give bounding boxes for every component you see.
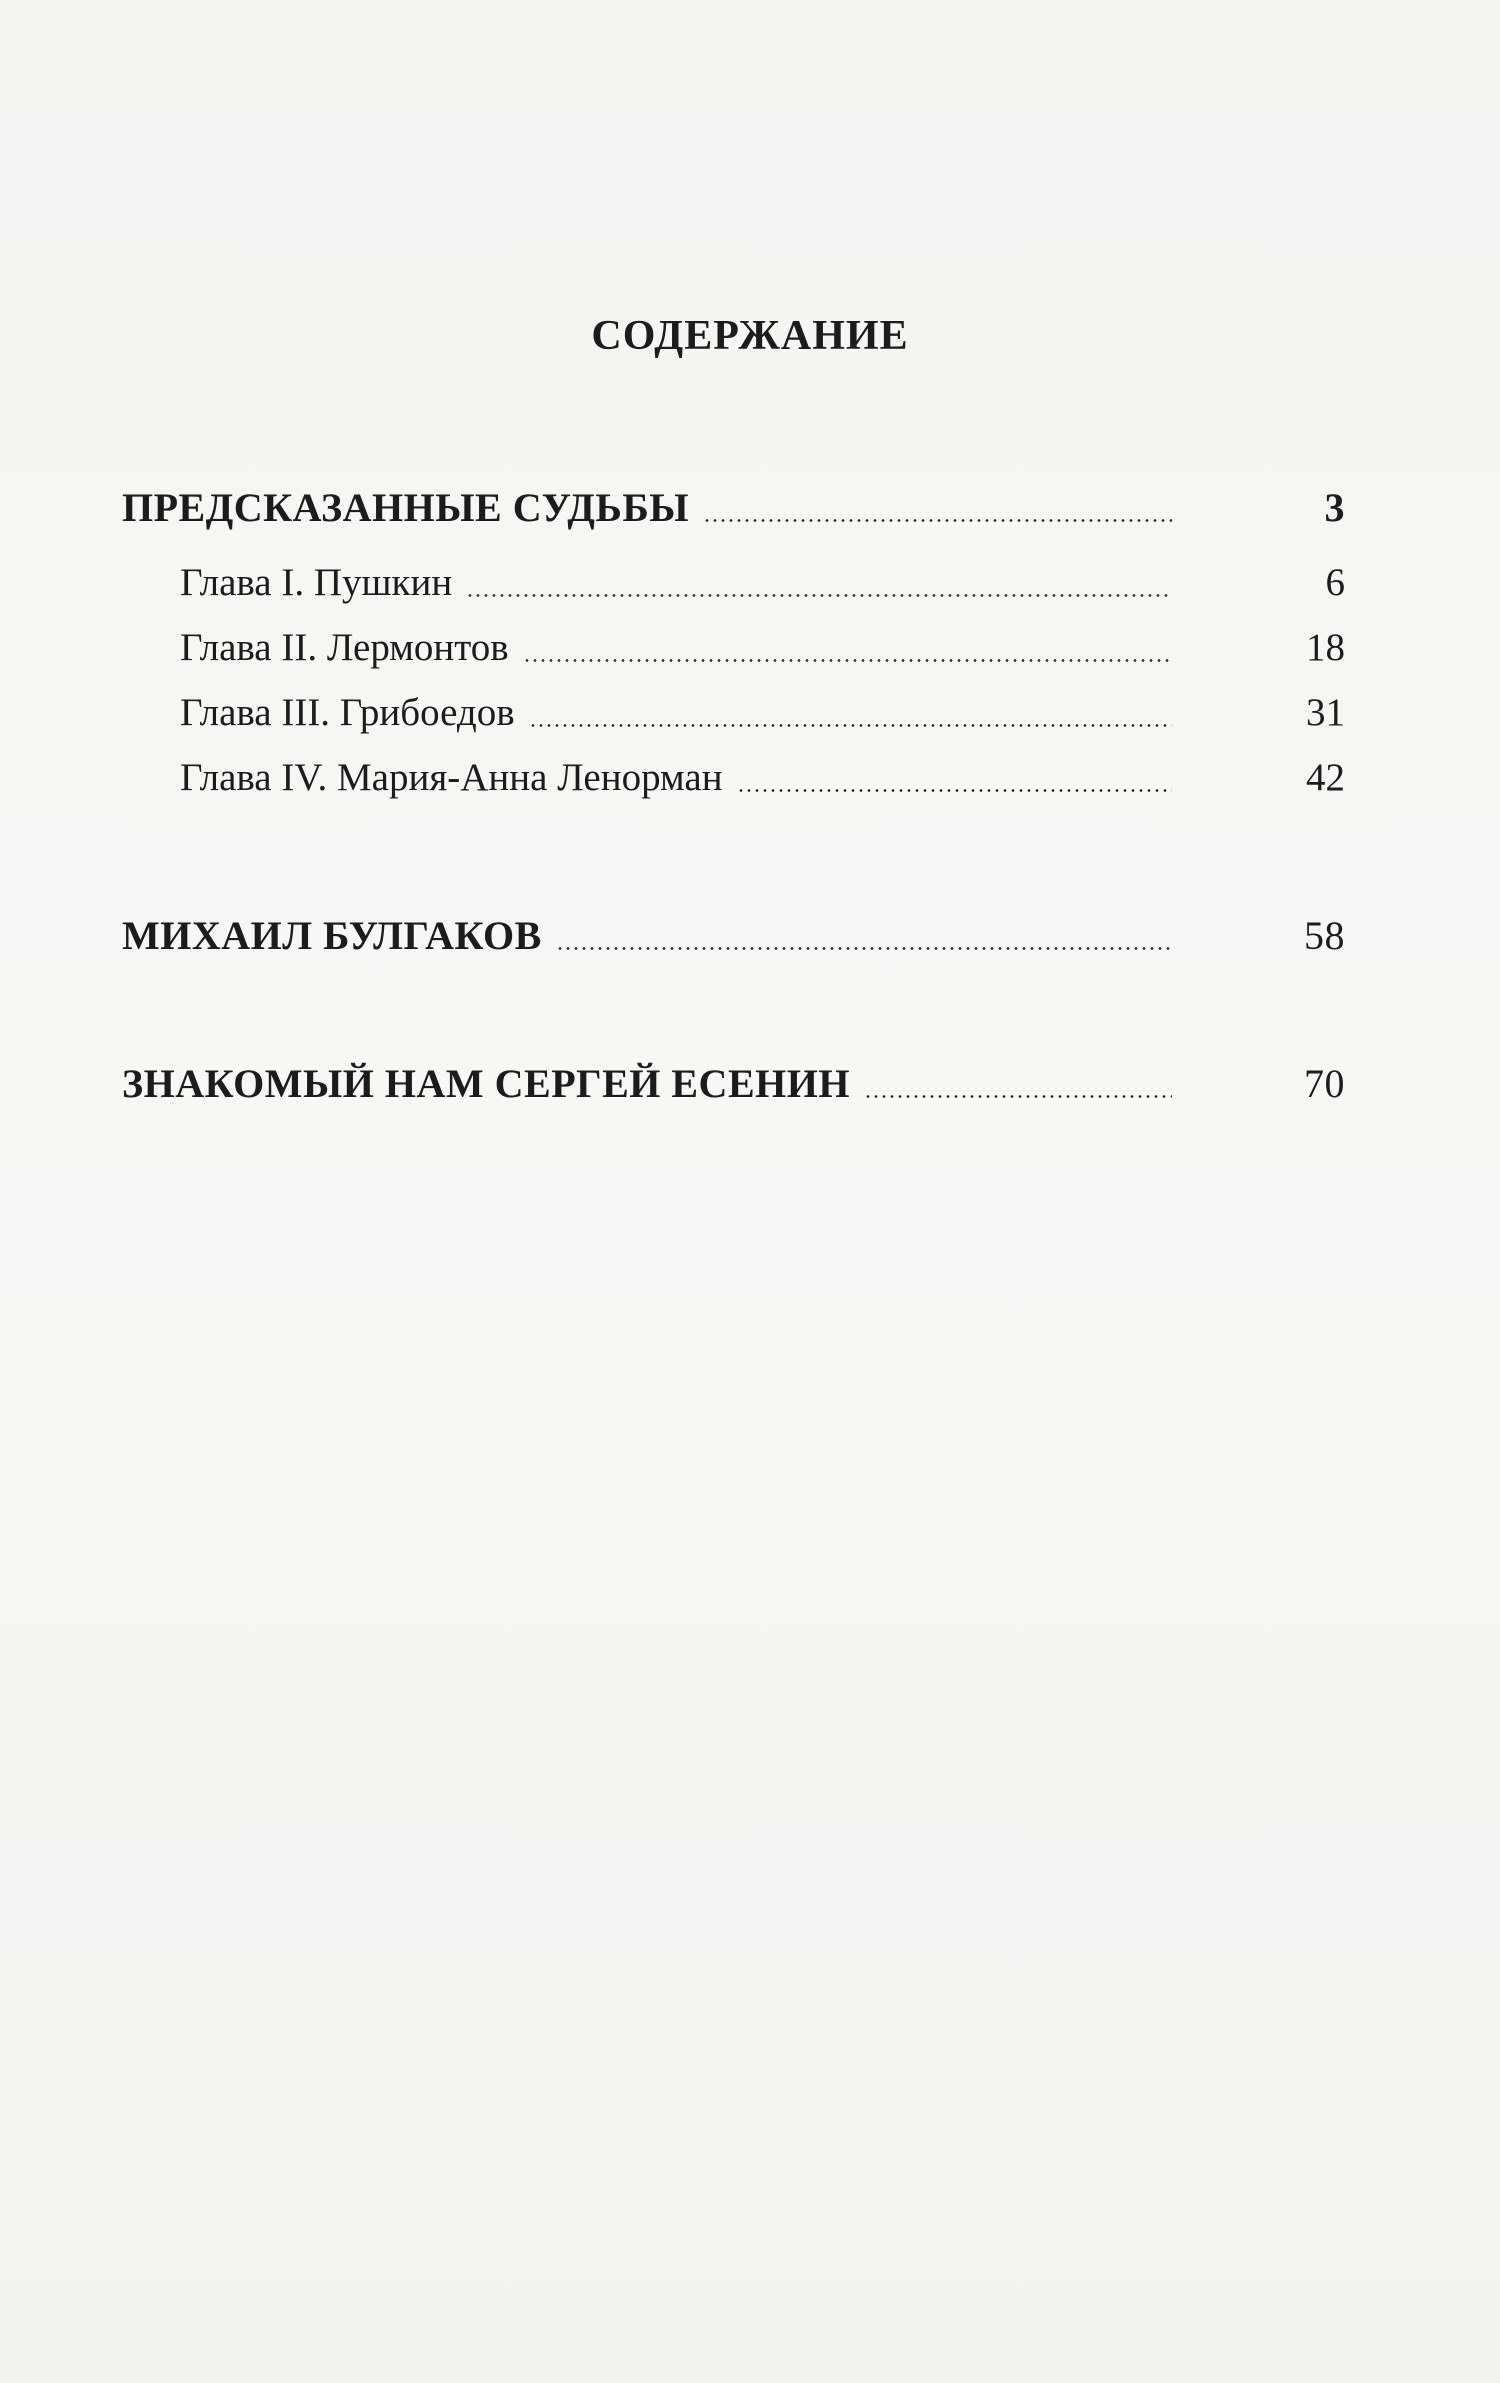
- toc-entry-label: Глава III. Грибоедов: [180, 691, 515, 734]
- toc-entry-label: Глава IV. Мария-Анна Ленорман: [180, 756, 723, 799]
- toc-entry-page-wrap: [1250, 620, 1345, 676]
- toc-entry-page-wrap: [1250, 555, 1345, 611]
- toc-entry-page-wrap: [1250, 685, 1345, 741]
- toc-dot-leader: [864, 1088, 1172, 1098]
- toc-entry-page-wrap: [1250, 908, 1345, 964]
- toc-entry-part: [122, 1056, 1172, 1112]
- page-title: СОДЕРЖАНИЕ: [591, 313, 909, 359]
- toc-dot-leader: [556, 940, 1172, 950]
- toc-entry-chapter: [180, 555, 1172, 611]
- toc-entry-label: ПРЕДСКАЗАННЫЕ СУДЬБЫ: [122, 485, 690, 530]
- toc-dot-leader: [523, 652, 1172, 662]
- toc-entry-label: Глава I. Пушкин: [180, 561, 453, 604]
- toc-dot-leader: [529, 717, 1172, 727]
- toc-entry-label: ЗНАКОМЫЙ НАМ СЕРГЕЙ ЕСЕНИН: [122, 1061, 850, 1106]
- toc-page-number: 6: [1325, 561, 1345, 604]
- toc-page-number: 58: [1304, 913, 1345, 958]
- toc-dot-leader: [737, 782, 1172, 792]
- toc-dot-leader: [703, 512, 1172, 522]
- toc-page-number: 18: [1306, 626, 1345, 669]
- toc-entry-chapter: [180, 750, 1172, 806]
- toc-entry-chapter: [180, 685, 1172, 741]
- toc-entry-page-wrap: [1250, 750, 1345, 806]
- toc-page-number: 42: [1306, 756, 1345, 799]
- toc-entry-page-wrap: [1250, 1056, 1345, 1112]
- toc-page-number: 3: [1324, 485, 1345, 530]
- toc-entry-chapter: [180, 620, 1172, 676]
- toc-entry-page-wrap: [1250, 480, 1345, 536]
- toc-entry-part: [122, 480, 1172, 536]
- toc-page-number: 70: [1304, 1061, 1345, 1106]
- toc-page-number: 31: [1306, 691, 1345, 734]
- toc-entry-label: МИХАИЛ БУЛГАКОВ: [122, 913, 542, 958]
- toc-entry-label: Глава II. Лермонтов: [180, 626, 509, 669]
- toc-entry-part: [122, 908, 1172, 964]
- toc-dot-leader: [466, 587, 1172, 597]
